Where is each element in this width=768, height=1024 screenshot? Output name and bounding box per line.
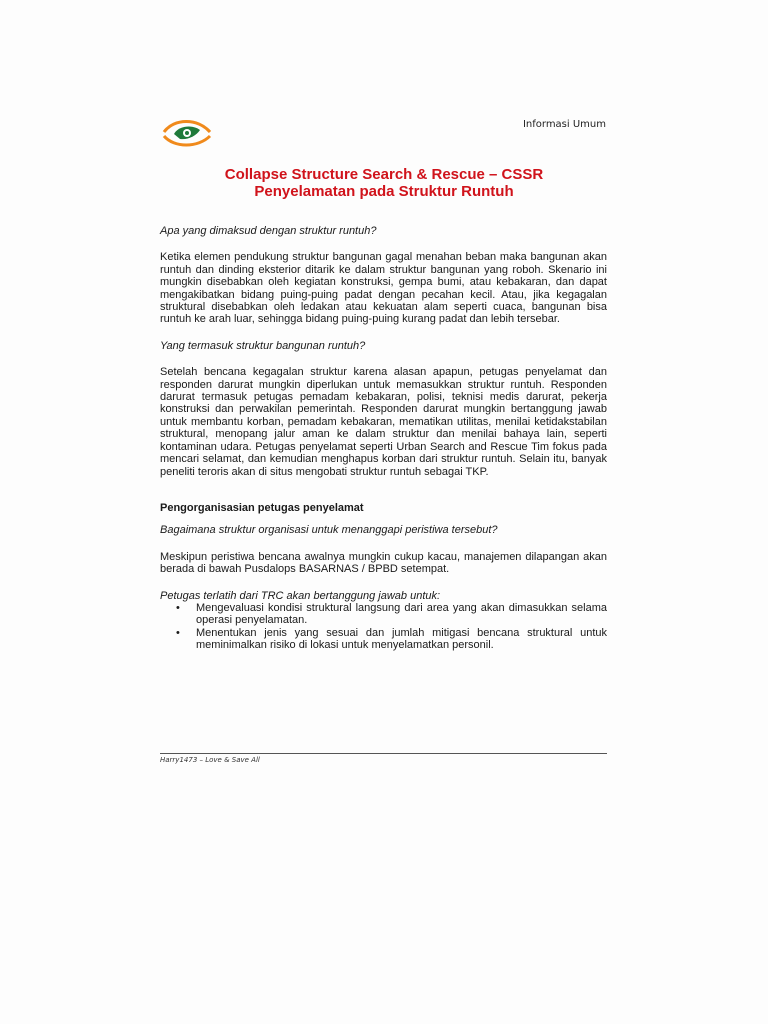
org-logo-icon: [160, 112, 212, 150]
question-2: Yang termasuk struktur bangunan runtuh?: [160, 339, 366, 352]
section-heading: Pengorganisasian petugas penyelamat: [160, 501, 364, 514]
document-title: [160, 166, 608, 200]
footer-divider: [160, 753, 607, 754]
question-1: Apa yang dimaksud dengan struktur runtuh?: [160, 225, 377, 237]
question-3: Bagaimana struktur organisasi untuk menanggapi peristiwa tersebut?: [160, 524, 498, 537]
document-body: [160, 225, 607, 652]
list-item: [160, 627, 607, 652]
list-item-text: Mengevaluasi kondisi struktural langsung dari area yang akan dimasukkan selama operasi penyelamatan.: [196, 601, 607, 627]
footer-text: Harry1473 – Love & Save All: [160, 756, 260, 764]
paragraph-3: Meskipun peristiwa bencana awalnya mungkin cukup kacau, manajemen dilapangan akan berada di bawah Pusdalops BASARNAS / BPBD setempat.: [160, 550, 607, 576]
responsibility-list: [160, 602, 607, 652]
title-line-2: Penyelamatan pada Struktur Runtuh: [254, 183, 514, 200]
bullet-icon: •: [176, 626, 180, 639]
question-4: Petugas terlatih dari TRC akan bertanggung jawab untuk:: [160, 589, 441, 602]
paragraph-2: Setelah bencana kegagalan struktur karena alasan apapun, petugas penyelamat dan responden darurat mungkin diperlukan untuk memasukkan struktur runtuh. Responden darurat termasuk petugas pemadam kebakaran, polisi, teknisi medis darurat, pekerja konstruksi dan perwakilan pemerintah. Responden darurat mungkin bertanggung jawab untuk membantu korban, pemadam kebakaran, mematikan utilitas, menilai ketidakstabilan struktural, menopang jalur aman ke dalam struktur dan menilai bahaya lain, seperti kontaminan udara. Petugas penyelamat seperti Urban Search and Rescue Tim fokus pada mencari selamat, dan kemudian menghapus korban dari struktur runtuh. Selain itu, banyak peneliti teroris akan di situs mengobati struktur runtuh sebagai TKP.: [160, 366, 607, 478]
title-line-1: Collapse Structure Search & Rescue – CSSR: [224, 166, 544, 183]
list-item: [160, 602, 607, 627]
list-item-text: Menentukan jenis yang sesuai dan jumlah mitigasi bencana struktural untuk meminimalkan risiko di lokasi untuk menyelamatkan personil.: [196, 626, 607, 652]
header-label: Informasi Umum: [522, 119, 606, 130]
paragraph-1: Ketika elemen pendukung struktur bangunan gagal menahan beban maka bangunan akan runtuh dan dinding eksterior ditarik ke dalam struktur bangunan yang roboh. Skenario ini mungkin disebabkan oleh kegiatan konstruksi, gempa bumi, atau kebakaran, dan dapat mengakibatkan bidang puing-puing padat dengan pecahan kecil. Atau, jika kegagalan struktural disebabkan oleh ledakan atau kekuatan alam seperti cuaca, bangunan bisa runtuh ke arah luar, sehingga bidang puing-puing kurang padat dan lebih tersebar.: [160, 251, 607, 326]
bullet-icon: •: [176, 601, 180, 614]
